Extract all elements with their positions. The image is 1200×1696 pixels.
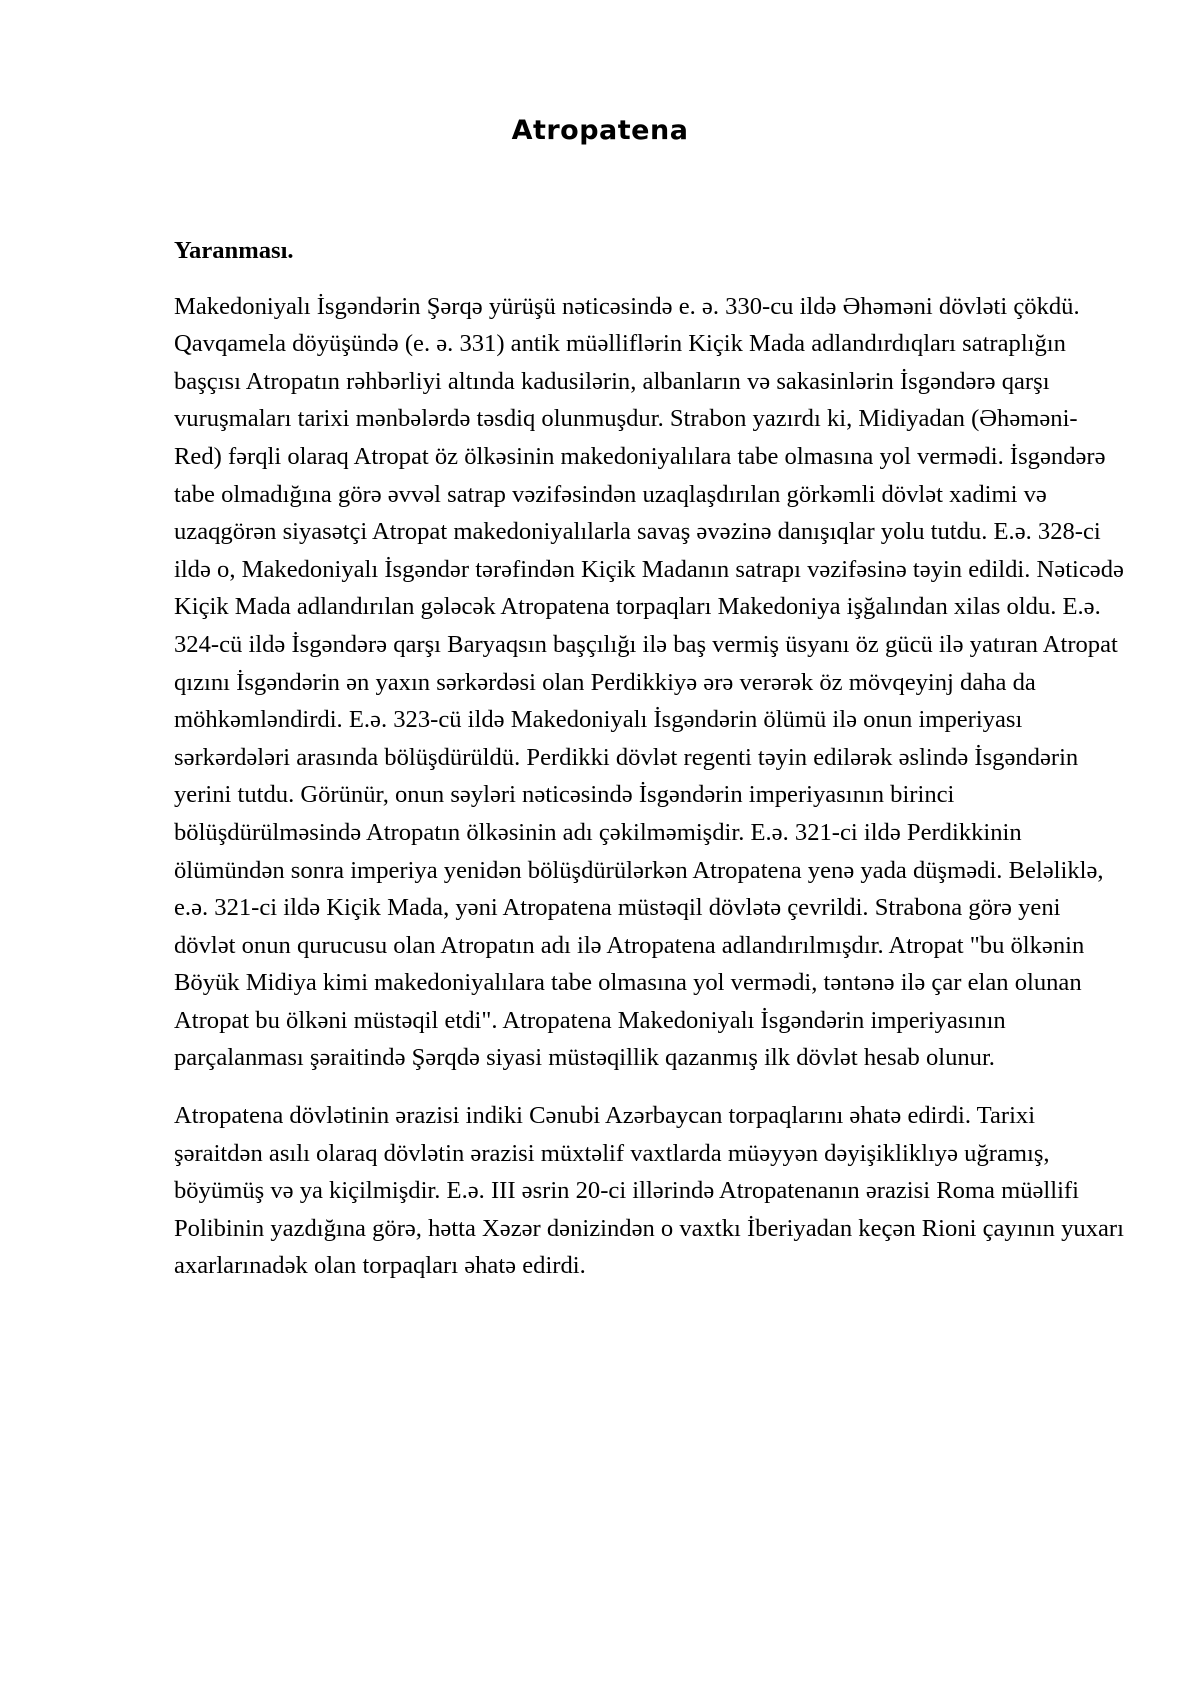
- document-title: Atropatena: [511, 115, 689, 146]
- paragraph-territory: Atropatena dövlətinin ərazisi indiki Cənubi Azərbaycan torpaqlarını əhatə edirdi. Tarixi şəraitdən asılı olaraq dövlətin ərazisi müxtəlif vaxtlarda müəyyən dəyişikliklıyə uğramış, böyümüş və ya kiçilmişdir. E.ə. III əsrin 20-ci illərində Atropatenanın ərazisi Roma müəllifi Polibinin yazdığına görə, hətta Xəzər dənizindən o vaxtkı İberiyadan keçən Rioni çayının yuxarı axarlarınadək olan torpaqları əhatə edirdi.: [174, 1102, 1124, 1280]
- section-heading: Yaranması.: [174, 237, 294, 264]
- document-body: [174, 232, 1124, 1305]
- paragraph-origin: Makedoniyalı İsgəndərin Şərqə yürüşü nəticəsində e. ə. 330-cu ildə Əhəməni dövləti çökdü. Qavqamela döyüşündə (e. ə. 331) antik müəlliflərin Kiçik Mada adlandırdıqları satraplığın başçısı Atropatın rəhbərliyi altında kadusilərin, albanların və sakasinlərin İsgəndərə qarşı vuruşmaları tarixi mənbələrdə təsdiq olunmuşdur. Strabon yazırdı ki, Midiyadan (Əhəməni-Red) fərqli olaraq Atropat öz ölkəsinin makedoniyalılara tabe olmasına yol vermədi. İsgəndərə tabe olmadığına görə əvvəl satrap vəzifəsindən uzaqlaşdırılan görkəmli dövlət xadimi və uzaqgörən siyasətçi Atropat makedoniyalılarla savaş əvəzinə danışıqlar yolu tutdu. E.ə. 328-ci ildə o, Makedoniyalı İsgəndər tərəfindən Kiçik Madanın satrapı vəzifəsinə təyin edildi. Nəticədə Kiçik Mada adlandırılan gələcək Atropatena torpaqları Makedoniya işğalından xilas oldu. E.ə. 324-cü ildə İsgəndərə qarşı Baryaqsın başçılığı ilə baş vermiş üsyanı öz gücü ilə yatıran Atropat qızını İsgəndərin ən yaxın sərkərdəsi olan Perdikkiyə ərə verərək öz mövqeyinj daha da möhkəmləndirdi. E.ə. 323-cü ildə Makedoniyalı İsgəndərin ölümü ilə onun imperiyası sərkərdələri arasında bölüşdürüldü. Perdikki dövlət regenti təyin edilərək əslində İsgəndərin yerini tutdu. Görünür, onun səyləri nəticəsində İsgəndərin imperiyasının birinci bölüşdürülməsində Atropatın ölkəsinin adı çəkilməmişdir. E.ə. 321-ci ildə Perdikkinin ölümündən sonra imperiya yenidən bölüşdürülərkən Atropatena yenə yada düşmədi. Beləliklə, e.ə. 321-ci ildə Kiçik Mada, yəni Atropatena müstəqil dövlətə çevrildi. Strabona görə yeni dövlət onun qurucusu olan Atropatın adı ilə Atropatena adlandırılmışdır. Atropat "bu ölkənin Böyük Midiya kimi makedoniyalılara tabe olmasına yol vermədi, təntənə ilə çar elan olunan Atropat bu ölkəni müstəqil etdi". Atropatena Makedoniyalı İsgəndərin imperiyasının parçalanması şəraitində Şərqdə siyasi müstəqillik qazanmış ilk dövlət hesab olunur.: [174, 292, 1124, 1072]
